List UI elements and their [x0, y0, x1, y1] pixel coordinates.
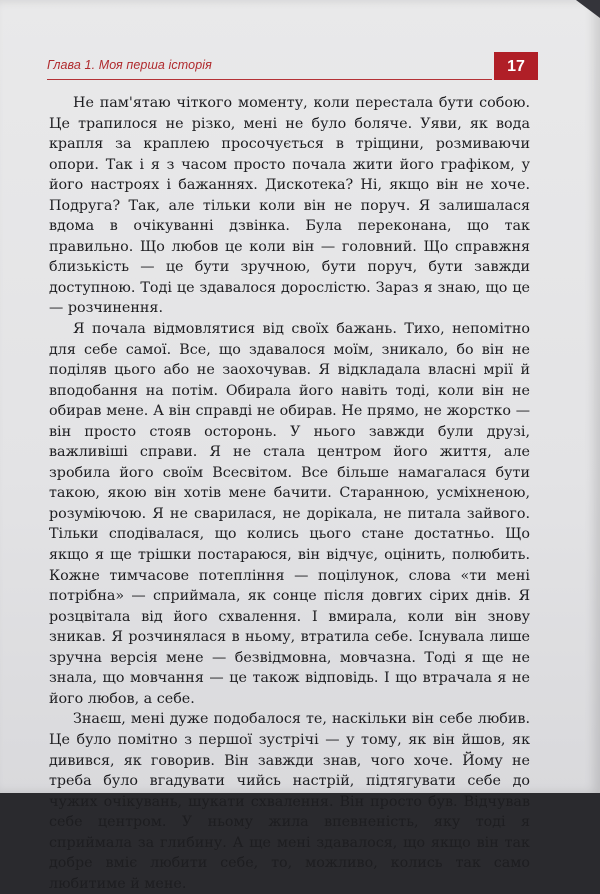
body-text — [49, 93, 530, 894]
paragraph: Не пам'ятаю чіткого моменту, коли перестала бути собою. Це трапилося не різко, мені не було боляче. Уяви, як вода крапля за краплею просочується в тріщини, розмиваючи опори. Так і я з часом просто почала жити його графіком, у його настроях і бажаннях. Дискотека? Ні, якщо він не хоче. Подруга? Так, але тільки коли він не поруч. Я залишалася вдома в очікуванні дзвінка. Була переконана, що так правильно. Що любов це коли він — головний. Що справжня близькість — це бути зручною, бути поруч, бути завжди доступною. Тоді це здавалося дорослістю. Зараз я знаю, що це — розчинення. — [49, 95, 530, 317]
chapter-running-head: Глава 1. Моя перша історія — [47, 58, 212, 72]
page-corner — [576, 0, 600, 18]
header-rule — [47, 79, 492, 80]
page-header — [47, 52, 538, 80]
paragraph: Знаєш, мені дуже подобалося те, наскільки він себе любив. Це було помітно з першої зустрічі — у тому, як він йшов, як дивився, як говорив. Він завжди знав, чого хоче. Йому не треба було вгадувати чийсь настрій, підтягувати себе до чужих очікувань, шукати схвалення. Він просто був. Відчував себе центром. У ньому жила впевненість, яку тоді я сприймала за глибину. А ще мені здавалося, що якщо він так добре вміє любити себе, то, можливо, колись так само любитиме й мене. — [49, 711, 530, 892]
paragraph: Я почала відмовлятися від своїх бажань. Тихо, непомітно для себе самої. Все, що здавалося моїм, зникало, бо він не поділяв цього або не заохочував. Я відкладала власні мрії й вподобання на потім. Обирала його навіть тоді, коли він не обирав мене. А він справді не обирав. Не прямо, не жорстко — він просто стояв осторонь. У нього завжди були друзі, важливіші справи. Я не стала центром його життя, але зробила його своїм Всесвітом. Все більше намагалася бути такою, якою він хотів мене бачити. Старанною, усміхненою, розуміючою. Я не сварилася, не дорікала, не питала зайвого. Тільки сподівалася, що колись цього стане достатньо. Що якщо я ще трішки постараюся, він відчує, оцінить, полюбить. Кожне тимчасове потепління — поцілунок, слова «ти мені потрібна» — сприймала, як сонце після довгих сірих днів. Я розцвітала від його схвалення. І вмирала, коли він знову зникав. Я розчинялася в ньому, втратила себе. Існувала лише зручна версія мене — безвідмовна, мовчазна. Тоді я ще не знала, що мовчання — це також відповідь. І що втрачала я не його любов, а себе. — [49, 321, 530, 707]
page-number: 17 — [494, 52, 538, 80]
